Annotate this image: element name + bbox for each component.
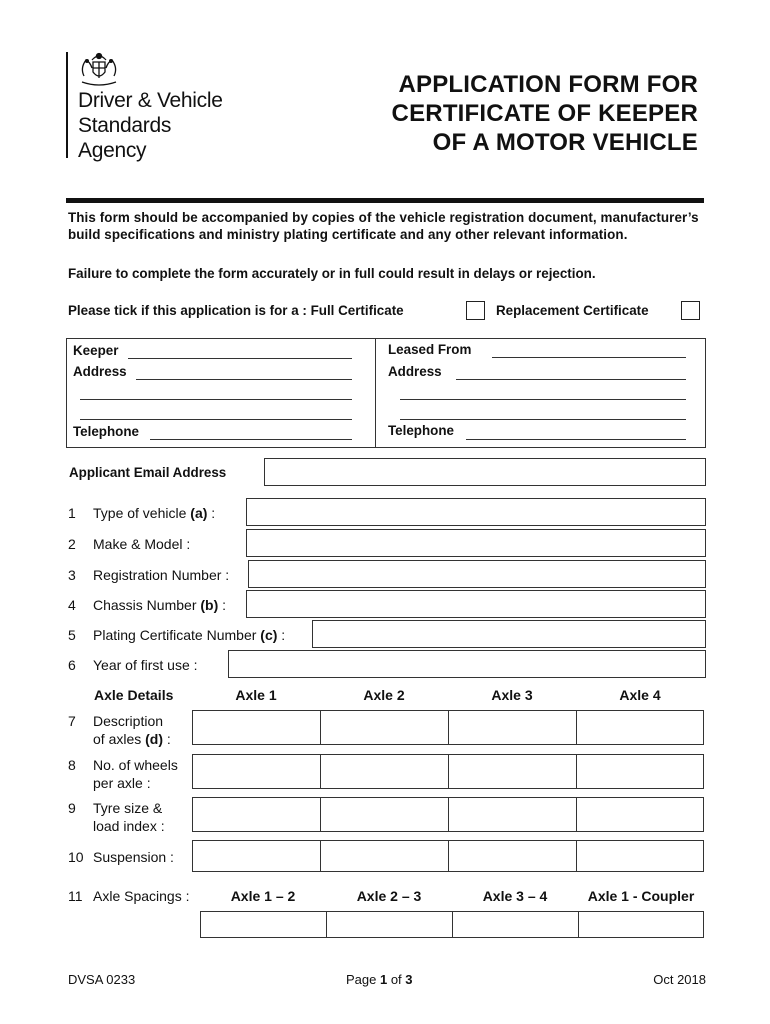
item-text: Type of vehicle xyxy=(93,505,187,521)
leased-from-field[interactable] xyxy=(492,357,686,358)
wheels-axle1-cell[interactable] xyxy=(192,754,321,789)
item-text: Year of first use : xyxy=(93,657,198,673)
suspension-axle1-cell[interactable] xyxy=(192,840,321,872)
intro-paragraph: This form should be accompanied by copies of the vehicle registration document, manufacturer’s build specifications and ministry plating certificate and any other relevant information. xyxy=(68,210,699,242)
registration-number-input[interactable] xyxy=(248,560,706,588)
spacing-3-4-cell[interactable] xyxy=(452,911,579,938)
title-line: APPLICATION FORM FOR xyxy=(398,71,698,98)
box-divider xyxy=(375,338,376,448)
make-model-input[interactable] xyxy=(246,529,706,557)
axle-header: Axle 4 xyxy=(619,687,661,703)
header-rule xyxy=(66,198,704,203)
tyre-axle2-cell[interactable] xyxy=(320,797,449,832)
year-first-use-input[interactable] xyxy=(228,650,706,678)
item-number: 1 xyxy=(68,505,76,521)
item-text: Make & Model : xyxy=(93,536,191,552)
axle-details-title: Axle Details xyxy=(94,687,174,703)
keeper-telephone-label: Telephone xyxy=(73,424,139,439)
item-suffix: : xyxy=(218,597,227,613)
item-ref: (b) xyxy=(200,597,219,613)
item-number: 9 xyxy=(68,800,76,816)
spacing-2-3-cell[interactable] xyxy=(326,911,453,938)
item-number: 3 xyxy=(68,567,76,583)
agency-line: Driver & Vehicle xyxy=(78,89,223,112)
item-text: Chassis Number xyxy=(93,597,197,613)
row-line2: of axles xyxy=(93,731,146,747)
form-code: DVSA 0233 xyxy=(68,972,136,987)
row-no-of-wheels xyxy=(68,756,178,792)
plating-certificate-input[interactable] xyxy=(312,620,706,648)
warning-text: Failure to complete the form accurately or in full could result in delays or rejection. xyxy=(68,266,596,281)
wheels-axle4-cell[interactable] xyxy=(576,754,704,789)
replacement-certificate-checkbox[interactable] xyxy=(681,301,700,320)
item-number: 8 xyxy=(68,757,76,773)
title-line: CERTIFICATE OF KEEPER xyxy=(391,100,698,127)
row-line1: Axle Spacings : xyxy=(93,888,190,904)
item-plating-certificate xyxy=(68,627,285,643)
wheels-axle2-cell[interactable] xyxy=(320,754,449,789)
form-title xyxy=(392,70,698,157)
tick-prompt: Please tick if this application is for a : Full Certificate xyxy=(68,303,404,318)
row-tyre-size xyxy=(68,799,165,835)
royal-crest-icon xyxy=(78,50,120,88)
description-axle4-cell[interactable] xyxy=(576,710,704,745)
agency-line: Agency xyxy=(78,139,147,162)
logo-divider xyxy=(66,52,68,158)
full-certificate-checkbox[interactable] xyxy=(466,301,485,320)
item-suffix: : xyxy=(277,627,286,643)
leased-address-label: Address xyxy=(388,364,442,379)
item-ref: (c) xyxy=(260,627,278,643)
replacement-label: Replacement Certificate xyxy=(496,303,649,318)
item-number: 6 xyxy=(68,657,76,673)
page-mid: of xyxy=(387,972,406,987)
item-text: Registration Number : xyxy=(93,567,230,583)
spacing-header: Axle 2 – 3 xyxy=(356,888,422,904)
item-number: 10 xyxy=(68,849,84,865)
row-line1: Suspension : xyxy=(93,849,174,865)
tyre-axle4-cell[interactable] xyxy=(576,797,704,832)
leased-address-line2[interactable] xyxy=(400,399,686,400)
item-suffix: : xyxy=(163,731,171,747)
keeper-address-field[interactable] xyxy=(136,379,352,380)
email-label: Applicant Email Address xyxy=(69,465,227,480)
suspension-axle3-cell[interactable] xyxy=(448,840,577,872)
leased-telephone-field[interactable] xyxy=(466,439,686,440)
item-ref: (d) xyxy=(145,731,164,747)
keeper-address-line2[interactable] xyxy=(80,399,352,400)
description-axle2-cell[interactable] xyxy=(320,710,449,745)
row-line1: Tyre size & xyxy=(93,800,163,816)
row-suspension xyxy=(68,849,174,865)
axle-header: Axle 1 xyxy=(235,687,277,703)
chassis-number-input[interactable] xyxy=(246,590,706,618)
agency-name xyxy=(78,88,223,163)
leased-address-line3[interactable] xyxy=(400,419,686,420)
row-line1: Description xyxy=(93,713,164,729)
item-number: 5 xyxy=(68,627,76,643)
spacing-1-2-cell[interactable] xyxy=(200,911,327,938)
axle-header: Axle 3 xyxy=(491,687,533,703)
item-type-of-vehicle xyxy=(68,505,215,521)
suspension-axle2-cell[interactable] xyxy=(320,840,449,872)
item-number: 4 xyxy=(68,597,76,613)
keeper-leased-box xyxy=(66,338,706,448)
item-ref: (a) xyxy=(190,505,208,521)
item-number: 7 xyxy=(68,713,76,729)
item-text: Plating Certificate Number xyxy=(93,627,257,643)
type-of-vehicle-input[interactable] xyxy=(246,498,706,526)
keeper-address-line3[interactable] xyxy=(80,419,352,420)
item-number: 11 xyxy=(68,888,83,904)
page-current: 1 xyxy=(379,972,388,987)
item-year-first-use xyxy=(68,657,198,673)
spacing-1-coupler-cell[interactable] xyxy=(578,911,704,938)
keeper-telephone-field[interactable] xyxy=(150,439,352,440)
leased-telephone-label: Telephone xyxy=(388,423,454,438)
item-make-model xyxy=(68,536,190,552)
row-axle-spacings xyxy=(68,888,190,904)
item-number: 2 xyxy=(68,536,76,552)
form-date: Oct 2018 xyxy=(653,972,706,987)
keeper-label: Keeper xyxy=(73,343,119,358)
item-registration-number xyxy=(68,567,229,583)
item-chassis-number xyxy=(68,597,226,613)
wheels-axle3-cell[interactable] xyxy=(448,754,577,789)
row-line1: No. of wheels xyxy=(93,757,178,773)
description-axle3-cell[interactable] xyxy=(448,710,577,745)
row-line2: load index : xyxy=(93,818,165,834)
page-prefix: Page xyxy=(346,972,380,987)
tyre-axle1-cell[interactable] xyxy=(192,797,321,832)
agency-line: Standards xyxy=(78,114,172,137)
suspension-axle4-cell[interactable] xyxy=(576,840,704,872)
keeper-field[interactable] xyxy=(128,358,352,359)
email-input[interactable] xyxy=(264,458,706,486)
description-axle1-cell[interactable] xyxy=(192,710,321,745)
page-number xyxy=(346,972,413,987)
row-description-of-axles xyxy=(68,712,171,748)
keeper-address-label: Address xyxy=(73,364,127,379)
axle-header: Axle 2 xyxy=(363,687,405,703)
tyre-axle3-cell[interactable] xyxy=(448,797,577,832)
spacing-header: Axle 1 - Coupler xyxy=(587,888,695,904)
row-line2: per axle : xyxy=(93,775,151,791)
item-suffix: : xyxy=(207,505,216,521)
page-total: 3 xyxy=(405,972,413,987)
leased-from-label: Leased From xyxy=(388,342,472,357)
leased-address-field[interactable] xyxy=(456,379,686,380)
spacing-header: Axle 1 – 2 xyxy=(230,888,296,904)
title-line: OF A MOTOR VEHICLE xyxy=(432,129,698,156)
spacing-header: Axle 3 – 4 xyxy=(482,888,548,904)
